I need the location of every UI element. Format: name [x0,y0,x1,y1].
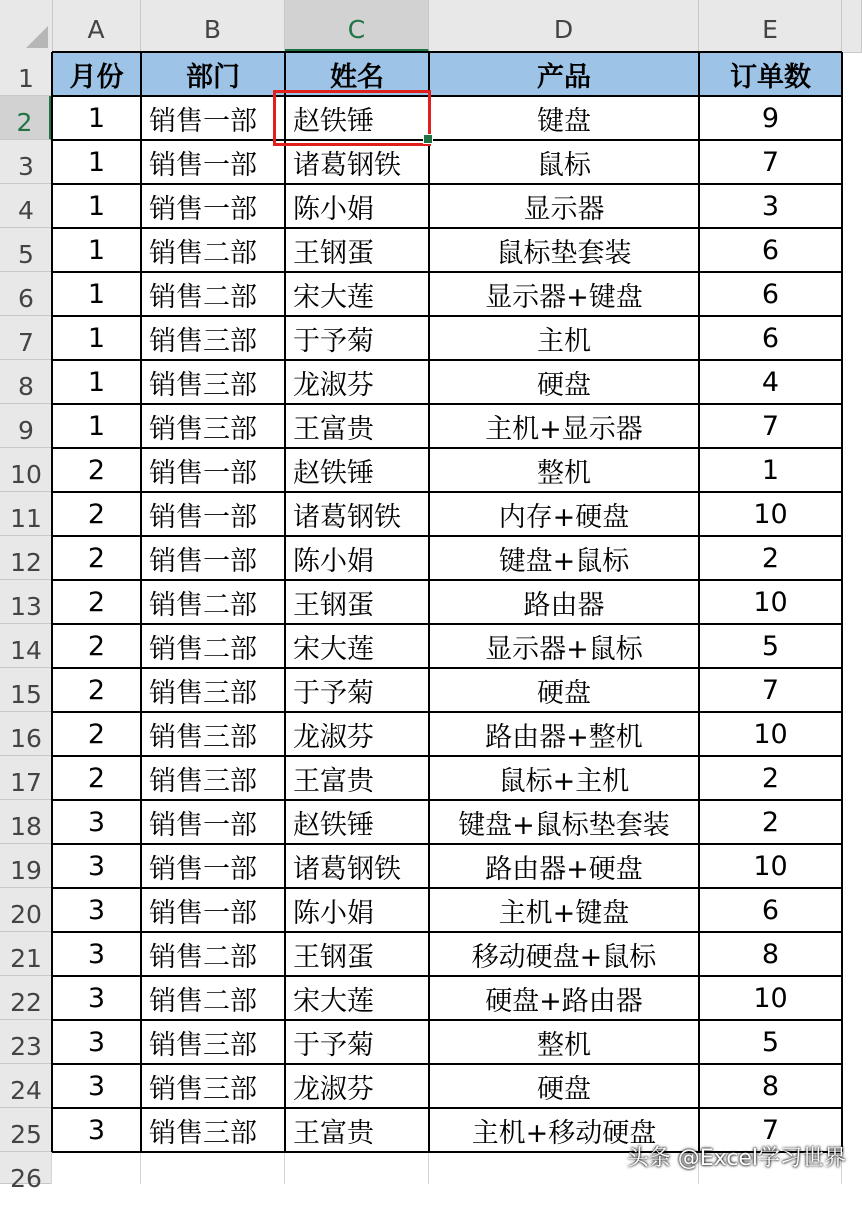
cell-c17[interactable]: 王富贵 [293,765,374,797]
cell-c3[interactable]: 诸葛钢铁 [293,149,401,181]
cell-a14[interactable]: 2 [87,630,106,662]
row-header-2[interactable]: 2 [0,96,52,140]
cell-c18[interactable]: 赵铁锤 [293,809,374,841]
cell-c14[interactable]: 宋大莲 [293,633,374,665]
cell-d10[interactable]: 整机 [537,457,591,489]
cell-e9[interactable]: 7 [761,410,780,442]
cell-b6[interactable]: 销售二部 [149,281,257,313]
table-border-horizontal [52,975,842,977]
cell-d17[interactable]: 鼠标+主机 [498,765,630,797]
cell-a19[interactable]: 3 [87,850,106,882]
table-border-horizontal [52,799,842,801]
row-header-25[interactable]: 25 [0,1108,52,1152]
row-header-1[interactable]: 1 [0,52,52,96]
cell-b24[interactable]: 销售三部 [149,1073,257,1105]
cell-a20[interactable]: 3 [87,894,106,926]
table-border-horizontal [52,1063,842,1065]
cell-c20[interactable]: 陈小娟 [293,897,374,929]
table-border-horizontal [52,1019,842,1021]
table-border-horizontal [52,183,842,185]
cell-a7[interactable]: 1 [87,322,106,354]
cell-b9[interactable]: 销售三部 [149,413,257,445]
row-header-24[interactable]: 24 [0,1064,52,1108]
column-header-d[interactable]: D [429,0,699,52]
row-header-11[interactable]: 11 [0,492,52,536]
row-header-18[interactable]: 18 [0,800,52,844]
cell-e12[interactable]: 2 [761,542,780,574]
cell-e15[interactable]: 7 [761,674,780,706]
fill-handle[interactable] [423,134,433,144]
table-border-horizontal [52,491,842,493]
cell-a12[interactable]: 2 [87,542,106,574]
cell-e8[interactable]: 4 [761,366,780,398]
cell-e5[interactable]: 6 [761,234,780,266]
header-cell-d[interactable]: 产品 [429,52,699,96]
table-border-horizontal [52,95,842,97]
table-border-horizontal [52,887,842,889]
table-border-vertical [841,52,843,1152]
cell-a17[interactable]: 2 [87,762,106,794]
gridline-vertical [428,1152,429,1184]
cell-c16[interactable]: 龙淑芬 [293,721,374,753]
row-header-7[interactable]: 7 [0,316,52,360]
cell-e24[interactable]: 8 [761,1070,780,1102]
table-border-horizontal [52,271,842,273]
cell-b17[interactable]: 销售三部 [149,765,257,797]
cell-b4[interactable]: 销售一部 [149,193,257,225]
table-border-vertical [698,52,700,1152]
cell-e2[interactable]: 9 [761,102,780,134]
cell-a4[interactable]: 1 [87,190,106,222]
cell-d24[interactable]: 硬盘 [537,1073,591,1105]
cell-a15[interactable]: 2 [87,674,106,706]
cell-d4[interactable]: 显示器 [523,193,605,225]
cell-d25[interactable]: 主机+移动硬盘 [471,1117,657,1149]
cell-d12[interactable]: 键盘+鼠标 [498,545,630,577]
cell-d16[interactable]: 路由器+整机 [485,721,643,753]
watermark: 头条 @Excel学习世界 [626,1146,846,1171]
cell-a25[interactable]: 3 [87,1114,106,1146]
cell-c8[interactable]: 龙淑芬 [293,369,374,401]
cell-b15[interactable]: 销售三部 [149,677,257,709]
cell-c22[interactable]: 宋大莲 [293,985,374,1017]
table-border-horizontal [52,579,842,581]
header-cell-b[interactable]: 部门 [141,52,285,96]
cell-e19[interactable]: 10 [753,850,788,882]
table-border-horizontal [52,447,842,449]
cell-a3[interactable]: 1 [87,146,106,178]
cell-a2[interactable]: 1 [87,102,106,134]
cell-c25[interactable]: 王富贵 [293,1117,374,1149]
row-header-16[interactable]: 16 [0,712,52,756]
row-header-12[interactable]: 12 [0,536,52,580]
row-header-23[interactable]: 23 [0,1020,52,1064]
header-cell-a[interactable]: 月份 [52,52,141,96]
table-border-horizontal [52,1107,842,1109]
cell-d18[interactable]: 键盘+鼠标垫套装 [458,809,670,841]
cell-b20[interactable]: 销售一部 [149,897,257,929]
cell-e6[interactable]: 6 [761,278,780,310]
cell-a13[interactable]: 2 [87,586,106,618]
select-all-triangle-icon [26,26,48,48]
table-border-horizontal [52,139,842,141]
cell-b23[interactable]: 销售三部 [149,1029,257,1061]
column-header-c[interactable]: C [285,0,429,52]
table-border-horizontal [52,359,842,361]
cell-c13[interactable]: 王钢蛋 [293,589,374,621]
cell-d20[interactable]: 主机+键盘 [498,897,630,929]
cell-e10[interactable]: 1 [761,454,780,486]
cell-c23[interactable]: 于予菊 [293,1029,374,1061]
cell-a10[interactable]: 2 [87,454,106,486]
row-header-13[interactable]: 13 [0,580,52,624]
row-header-20[interactable]: 20 [0,888,52,932]
table-border-horizontal [52,227,842,229]
cell-b13[interactable]: 销售二部 [149,589,257,621]
table-border-horizontal [52,623,842,625]
cell-d8[interactable]: 硬盘 [537,369,591,401]
table-border-horizontal [52,711,842,713]
row-header-10[interactable]: 10 [0,448,52,492]
cell-d5[interactable]: 鼠标垫套装 [496,237,632,269]
table-border-horizontal [52,315,842,317]
cell-b11[interactable]: 销售一部 [149,501,257,533]
cell-c6[interactable]: 宋大莲 [293,281,374,313]
cell-b8[interactable]: 销售三部 [149,369,257,401]
cell-b16[interactable]: 销售三部 [149,721,257,753]
cell-d15[interactable]: 硬盘 [537,677,591,709]
cell-a5[interactable]: 1 [87,234,106,266]
header-cell-e[interactable]: 订单数 [699,52,842,96]
cell-b14[interactable]: 销售二部 [149,633,257,665]
column-header-a[interactable]: A [52,0,141,52]
row-header-9[interactable]: 9 [0,404,52,448]
gridline-vertical [140,1152,141,1184]
select-all-corner[interactable] [0,0,53,52]
cell-b18[interactable]: 销售一部 [149,809,257,841]
table-border-horizontal [52,403,842,405]
row-header-21[interactable]: 21 [0,932,52,976]
cell-b22[interactable]: 销售二部 [149,985,257,1017]
cell-b3[interactable]: 销售一部 [149,149,257,181]
cell-a22[interactable]: 3 [87,982,106,1014]
cell-a6[interactable]: 1 [87,278,106,310]
cell-e22[interactable]: 10 [753,982,788,1014]
cell-e7[interactable]: 6 [761,322,780,354]
table-border-vertical [284,52,286,1152]
row-header-17[interactable]: 17 [0,756,52,800]
cell-e3[interactable]: 7 [761,146,780,178]
cell-c5[interactable]: 王钢蛋 [293,237,374,269]
cell-b25[interactable]: 销售三部 [149,1117,257,1149]
table-border-horizontal [52,931,842,933]
cell-b12[interactable]: 销售一部 [149,545,257,577]
header-cell-c[interactable]: 姓名 [285,52,429,96]
cell-d23[interactable]: 整机 [537,1029,591,1061]
cell-a21[interactable]: 3 [87,938,106,970]
cell-e16[interactable]: 10 [753,718,788,750]
cell-c21[interactable]: 王钢蛋 [293,941,374,973]
cell-c7[interactable]: 于予菊 [293,325,374,357]
cell-a11[interactable]: 2 [87,498,106,530]
cell-a23[interactable]: 3 [87,1026,106,1058]
cell-d6[interactable]: 显示器+键盘 [485,281,643,313]
column-header-b[interactable]: B [141,0,285,52]
cell-c15[interactable]: 于予菊 [293,677,374,709]
cell-e21[interactable]: 8 [761,938,780,970]
cell-d7[interactable]: 主机 [537,325,591,357]
cell-e18[interactable]: 2 [761,806,780,838]
cell-d19[interactable]: 路由器+硬盘 [485,853,643,885]
cell-a8[interactable]: 1 [87,366,106,398]
gridline-vertical [284,1152,285,1184]
row-header-5[interactable]: 5 [0,228,52,272]
cell-d11[interactable]: 内存+硬盘 [498,501,630,533]
cell-c19[interactable]: 诸葛钢铁 [293,853,401,885]
cell-e17[interactable]: 2 [761,762,780,794]
cell-a24[interactable]: 3 [87,1070,106,1102]
cell-e25[interactable]: 7 [761,1114,780,1146]
cell-e23[interactable]: 5 [761,1026,780,1058]
table-border-horizontal [52,843,842,845]
cell-b19[interactable]: 销售一部 [149,853,257,885]
row-header-3[interactable]: 3 [0,140,52,184]
cell-e11[interactable]: 10 [753,498,788,530]
cell-d2[interactable]: 键盘 [537,105,591,137]
row-header-19[interactable]: 19 [0,844,52,888]
row-header-6[interactable]: 6 [0,272,52,316]
cell-c12[interactable]: 陈小娟 [293,545,374,577]
cell-d22[interactable]: 硬盘+路由器 [485,985,643,1017]
cell-c11[interactable]: 诸葛钢铁 [293,501,401,533]
table-border-horizontal [52,535,842,537]
row-header-22[interactable]: 22 [0,976,52,1020]
cell-b7[interactable]: 销售三部 [149,325,257,357]
cell-b10[interactable]: 销售一部 [149,457,257,489]
cell-c4[interactable]: 陈小娟 [293,193,374,225]
cell-d14[interactable]: 显示器+鼠标 [485,633,643,665]
table-border-vertical [428,52,430,1152]
cell-c10[interactable]: 赵铁锤 [293,457,374,489]
column-header-e[interactable]: E [699,0,842,52]
row-header-14[interactable]: 14 [0,624,52,668]
cell-e4[interactable]: 3 [761,190,780,222]
cell-b21[interactable]: 销售二部 [149,941,257,973]
cell-a16[interactable]: 2 [87,718,106,750]
table-border-vertical [140,52,142,1152]
selected-cell-box [273,90,431,146]
cell-e14[interactable]: 5 [761,630,780,662]
cell-d9[interactable]: 主机+显示器 [485,413,643,445]
cell-b2[interactable]: 销售一部 [149,105,257,137]
cell-c24[interactable]: 龙淑芬 [293,1073,374,1105]
cell-d21[interactable]: 移动硬盘+鼠标 [471,941,657,973]
cell-a18[interactable]: 3 [87,806,106,838]
row-header-4[interactable]: 4 [0,184,52,228]
cell-b5[interactable]: 销售二部 [149,237,257,269]
table-border-vertical [51,52,53,1152]
cell-e20[interactable]: 6 [761,894,780,926]
cell-c9[interactable]: 王富贵 [293,413,374,445]
table-border-horizontal [52,755,842,757]
cell-c2[interactable]: 赵铁锤 [293,105,374,137]
cell-a9[interactable]: 1 [87,410,106,442]
gridline-vertical [51,1152,52,1184]
row-header-15[interactable]: 15 [0,668,52,712]
cell-e13[interactable]: 10 [753,586,788,618]
column-header-extra[interactable] [842,0,862,52]
cell-d13[interactable]: 路由器 [523,589,605,621]
row-header-8[interactable]: 8 [0,360,52,404]
table-border-horizontal [52,51,842,53]
cell-d3[interactable]: 鼠标 [537,149,591,181]
table-border-horizontal [52,667,842,669]
row-header-26[interactable]: 26 [0,1152,52,1184]
